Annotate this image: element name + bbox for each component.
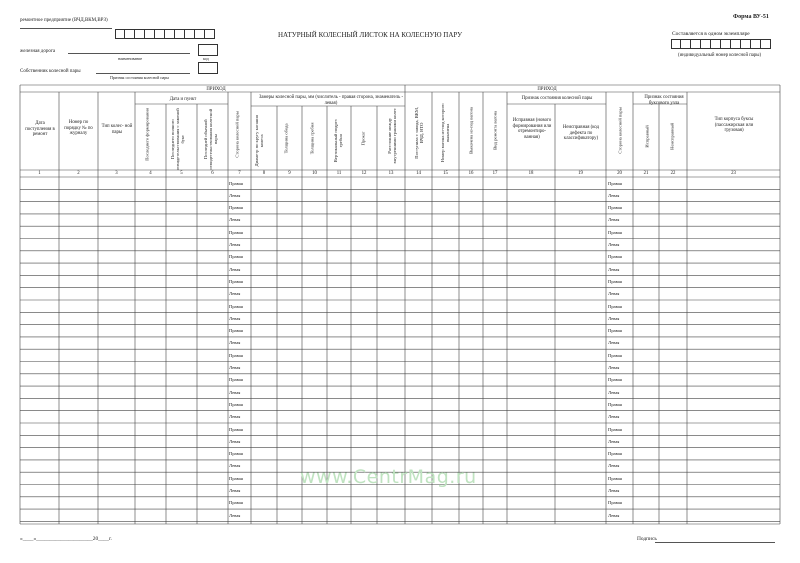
side-label: Правая	[229, 328, 243, 334]
side-label: Левая	[229, 315, 241, 321]
side-label: Правая	[229, 229, 243, 235]
hdr-side-left: Сторона колесной пары	[234, 111, 240, 158]
side-label: Левая	[229, 488, 241, 493]
column-number: 20	[617, 171, 622, 176]
column-number: 15	[443, 171, 448, 176]
hdr-received-from: Поступила с завода, ВКМ, ВЧД, НТО	[414, 106, 424, 159]
column-number: 4	[149, 171, 152, 176]
column-number: 22	[670, 171, 676, 176]
side-label: Левая	[229, 414, 241, 420]
signature-line[interactable]	[655, 542, 775, 543]
hdr-faulty: Неисправная (код дефекта по классификатору)	[562, 125, 600, 142]
side-label: Левая	[608, 291, 620, 297]
hdr-box-state: Признак состояния буксового узла	[644, 95, 684, 106]
hdr-axle-number: Номер вагона из-под которого выкачена	[440, 103, 450, 163]
column-number: 16	[468, 171, 474, 176]
individual-number-hint: (индивидуальный номер колесной пары)	[678, 53, 762, 58]
side-label: Правая	[608, 401, 622, 407]
railway-label: железная дорога	[20, 49, 56, 54]
column-number: 12	[361, 171, 367, 176]
side-label: Левая	[608, 217, 620, 223]
side-label: Левая	[229, 266, 241, 272]
side-label: Правая	[229, 500, 243, 506]
enterprise-label: ремонтное предприятие (ВЧД,ВКМ,ВРЗ)	[20, 18, 108, 23]
hdr-box-body-type: Тип корпуса буксы (пассажирская или грузовая)	[714, 117, 754, 134]
column-number: 6	[211, 171, 214, 176]
column-number: 18	[528, 171, 534, 176]
hdr-date-place: Дата и пункт	[169, 97, 197, 102]
hdr-flange-thickness: Толщина гребня	[309, 122, 315, 155]
side-label: Левая	[229, 291, 241, 297]
name-hint: наименование	[118, 56, 143, 61]
hdr-measurements: Замеры колесной пары, мм (числитель - правая сторона, знаменатель - левая)	[258, 95, 404, 106]
side-label: Правая	[229, 303, 243, 309]
side-label: Правая	[229, 451, 243, 457]
side-label: Левая	[229, 365, 241, 370]
side-label: Правая	[229, 352, 243, 358]
column-number: 23	[731, 171, 736, 176]
hdr-distance-inner: Расстояние между внутренними гранями колес	[387, 108, 397, 164]
hdr-serviceable: Исправная (нового формирования или отремонтиро- ванная)	[512, 118, 552, 140]
side-label: Левая	[608, 192, 620, 198]
side-label: Левая	[608, 266, 620, 272]
side-label: Правая	[608, 180, 622, 186]
copies-text: Составляется в одном экземпляре	[672, 31, 750, 37]
owner-hint: Признак состояния колесной пары	[110, 75, 169, 80]
side-label: Левая	[608, 242, 620, 247]
hdr-wheel-type: Тип колес- ной пары	[101, 124, 133, 135]
prihod-right: ПРИХОД	[537, 87, 557, 92]
side-label: Левая	[229, 217, 241, 223]
hdr-flange-height: Вертикальный подрез гребня	[333, 119, 343, 163]
code-hint: код	[203, 56, 209, 61]
date-line[interactable]: «____»_____________________20____г.	[20, 536, 112, 542]
column-number: 1	[38, 171, 41, 176]
column-number: 11	[336, 171, 342, 176]
side-label: Правая	[229, 278, 243, 284]
column-number: 7	[238, 171, 241, 176]
hdr-number-order: Номер по порядку № по журналу	[64, 120, 93, 137]
side-label: Левая	[229, 242, 241, 247]
side-label: Левая	[229, 192, 241, 198]
column-number: 17	[492, 171, 498, 176]
column-number: 8	[262, 171, 266, 176]
side-label: Правая	[229, 475, 243, 481]
side-label: Правая	[229, 426, 243, 432]
side-label: Правая	[229, 180, 243, 186]
side-label: Левая	[229, 340, 241, 346]
side-label: Левая	[608, 463, 620, 469]
hdr-state-sign: Признак состояния колесной пары	[521, 96, 593, 101]
form-label: Форма ВУ-51	[733, 14, 769, 20]
side-label: Правая	[608, 303, 622, 309]
column-number: 14	[416, 171, 421, 176]
hdr-roll: Прокат	[360, 131, 366, 146]
side-label: Левая	[229, 512, 241, 518]
hdr-last-full: Последнего полного освидетельствования с заменой букс	[169, 108, 185, 171]
side-label: Правая	[608, 205, 622, 211]
side-label: Правая	[229, 401, 243, 407]
side-label: Правая	[608, 451, 622, 457]
side-label: Правая	[608, 254, 622, 260]
side-label: Правая	[608, 352, 622, 358]
side-label: Левая	[608, 315, 620, 321]
side-label: Левая	[229, 463, 241, 469]
hdr-box-ok: Исправный	[644, 125, 650, 148]
column-number: 10	[312, 171, 317, 176]
prihod-left: ПРИХОД	[206, 87, 226, 92]
hdr-box-faulty: Неисправный	[669, 123, 675, 150]
side-label: Левая	[229, 438, 241, 444]
owner-label: Собственник колесной пары	[20, 69, 81, 74]
side-label: Правая	[229, 205, 243, 211]
side-label: Правая	[608, 475, 622, 481]
side-label: Левая	[608, 512, 620, 518]
hdr-rim-thickness: Толщина обода	[283, 123, 289, 154]
hdr-last-formation: Последнего формирования	[144, 108, 150, 161]
side-label: Правая	[608, 377, 622, 383]
hdr-car-type: Вид ремонта вагона	[492, 110, 498, 150]
hdr-diameter: Диаметр по кругу катания колеса	[254, 115, 264, 167]
side-label: Левая	[608, 389, 620, 395]
hdr-car-number: Выкачена из-под вагона	[468, 107, 474, 154]
side-label: Левая	[608, 365, 620, 370]
side-label: Правая	[608, 278, 622, 284]
hdr-side-right: Сторона колесной пары	[617, 107, 623, 154]
column-number: 5	[180, 171, 183, 176]
side-label: Левая	[608, 414, 620, 420]
side-label: Правая	[608, 328, 622, 334]
watermark: www.CentrMag.ru	[300, 466, 477, 488]
signature-label: Подпись	[637, 536, 657, 542]
side-label: Левая	[608, 340, 620, 346]
side-label: Правая	[608, 229, 622, 235]
side-label: Правая	[608, 426, 622, 432]
side-label: Левая	[608, 488, 620, 493]
page-title: НАТУРНЫЙ КОЛЕСНЫЙ ЛИСТОК НА КОЛЕСНУЮ ПАРУ	[278, 31, 463, 39]
column-number: 2	[77, 171, 80, 176]
hdr-date-arrival: Дата поступления в ремонт	[25, 121, 55, 138]
hdr-last-ordinary: Последней обычной освидетельствования колесной пары	[202, 108, 218, 170]
side-label: Правая	[229, 377, 243, 383]
column-number: 3	[115, 171, 118, 176]
column-number: 9	[288, 171, 291, 176]
side-label: Правая	[229, 254, 243, 260]
side-label: Правая	[608, 500, 622, 506]
column-number: 21	[643, 171, 649, 176]
side-label: Левая	[608, 438, 620, 444]
side-label: Левая	[229, 389, 241, 395]
column-number: 13	[388, 171, 394, 176]
column-number: 19	[578, 171, 583, 176]
